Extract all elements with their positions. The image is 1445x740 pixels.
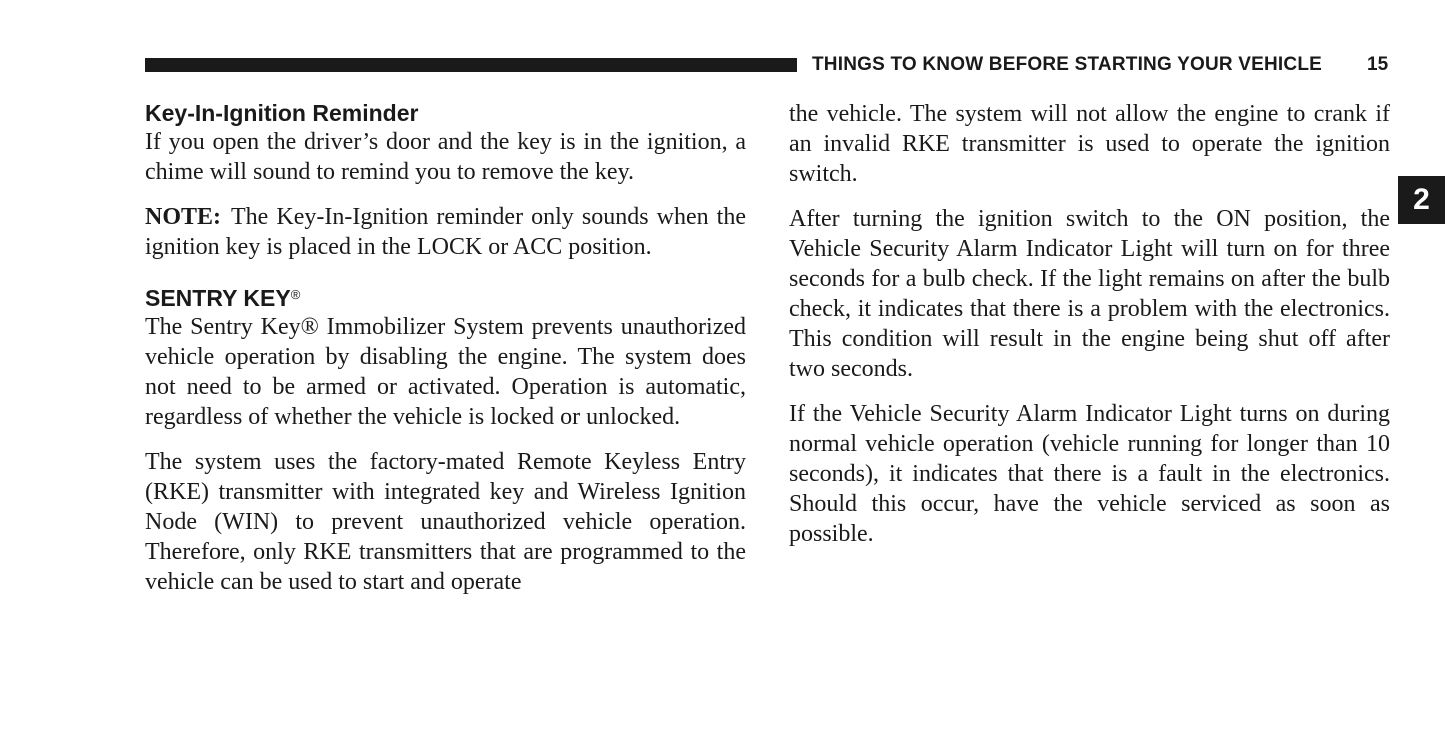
chapter-tab: 2 (1398, 176, 1445, 224)
right-column (789, 99, 1390, 564)
bulb-check-paragraph: After turning the ignition switch to the ON position, the Vehicle Security Alarm Indicator Light will turn on for three seconds for a bulb check. If the light remains on after the bulb check, it indicates that there is a problem with the electronics. This condition will result in the engine being shut off after two seconds. (789, 206, 1390, 382)
key-in-ignition-paragraph: If you open the driver’s door and the key is in the ignition, a chime will sound to remind you to remove the key. (145, 129, 746, 185)
sentry-key-heading-text: SENTRY KEY (145, 285, 291, 311)
note-paragraph (145, 202, 746, 262)
header-rule (145, 58, 797, 72)
section-heading-sentry-key (145, 284, 746, 312)
running-header: THINGS TO KNOW BEFORE STARTING YOUR VEHICLE (812, 54, 1323, 75)
page-number: 15 (1367, 54, 1389, 75)
left-column (145, 99, 746, 612)
sentry-key-paragraph-2: The system uses the factory-mated Remote Keyless Entry (RKE) transmitter with integrated key and Wireless Ignition Node (WIN) to prevent unauthorized vehicle operation. Therefore, only RKE transmitters that are programmed to the vehicle can be used to start and operate (145, 449, 746, 595)
fault-paragraph: If the Vehicle Security Alarm Indicator Light turns on during normal vehicle operation (vehicle running for longer than 10 seconds), it indicates that there is a fault in the electronics. Should this occur, have the vehicle serviced as soon as possible. (789, 401, 1390, 547)
note-label: NOTE: (145, 204, 222, 230)
sentry-key-paragraph-1: The Sentry Key® Immobilizer System prevents unauthorized vehicle operation by disabling the engine. The system does not need to be armed or activated. Operation is automatic, regardless of whether the vehicle is locked or unlocked. (145, 314, 746, 430)
registered-mark: ® (290, 287, 301, 302)
section-heading-key-in-ignition: Key-In-Ignition Reminder (145, 100, 419, 126)
continuation-paragraph: the vehicle. The system will not allow the engine to crank if an invalid RKE transmitter is used to operate the ignition switch. (789, 101, 1390, 187)
note-text: The Key-In-Ignition reminder only sounds when the ignition key is placed in the LOCK or ACC position. (145, 204, 746, 260)
